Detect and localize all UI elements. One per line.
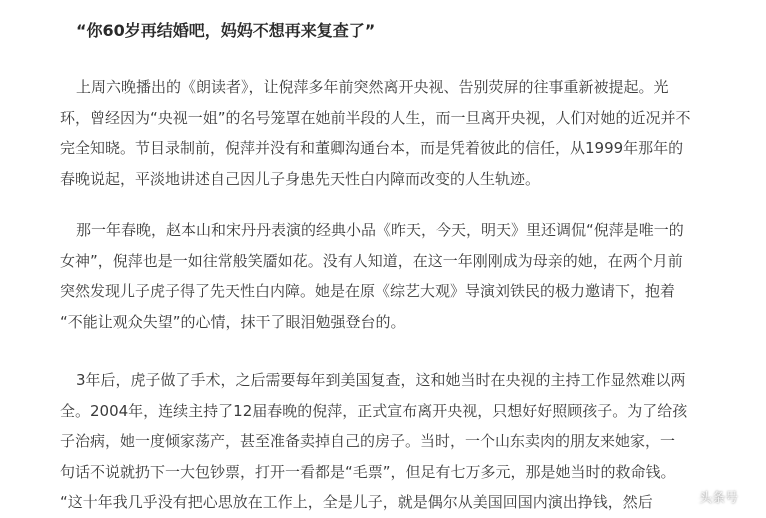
paragraph-line: 突然发现儿子虎子得了先天性白内障。她是在原《综艺大观》导演刘铁民的极力邀请下，抱着	[60, 282, 676, 300]
paragraph-line: 环，曾经因为“央视一姐”的名号笼罩在她前半段的人生，而一旦离开央视，人们对她的近况并不	[60, 108, 691, 127]
paragraph-line: 完全知晓。节目录制前，倪萍并没有和董卿沟通台本，而是凭着彼此的信任，从1999年那年的	[60, 139, 684, 157]
paragraph-line: 上周六晚播出的《朗读者》，让倪萍多年前突然离开央视、告别荧屏的往事重新被提起。光	[76, 78, 669, 96]
paragraph-line: “这十年我几乎没有把心思放在工作上，全是儿子，就是偶尔从美国回国内演出挣钱，然后	[60, 493, 653, 511]
paragraph-2	[60, 215, 736, 337]
article-heading: “你60岁再结婚吧，妈妈不想再来复查了”	[76, 21, 376, 40]
paragraph-line: 女神”，倪萍也是一如往常般笑靥如花。没有人知道，在这一年刚刚成为母亲的她，在两个月前	[60, 251, 683, 270]
paragraph-line: 全。2004年，连续主持了12届春晚的倪萍，正式宣布离开央视，只想好好照顾孩子。为了给孩	[60, 401, 688, 420]
paragraph-line: 3年后，虎子做了手术，之后需要每年到美国复查，这和她当时在央视的主持工作显然难以两	[76, 371, 686, 389]
paragraph-1	[60, 72, 736, 194]
paragraph-line: 那一年春晚，赵本山和宋丹丹表演的经典小品《昨天，今天，明天》里还调侃“倪萍是唯一的	[76, 221, 684, 239]
watermark: 头条号	[698, 491, 738, 506]
paragraph-line: 子治病，她一度倾家荡产，甚至准备卖掉自己的房子。当时，一个山东卖肉的朋友来她家，一	[60, 432, 676, 450]
paragraph-3	[60, 365, 736, 518]
paragraph-line: “不能让观众失望”的心情，抹干了眼泪勉强登台的。	[60, 312, 406, 331]
paragraph-line: 春晚说起，平淡地讲述自己因儿子身患先天性白内障而改变的人生轨迹。	[60, 169, 541, 188]
paragraph-line: 句话不说就扔下一大包钞票，打开一看都是“毛票”，但足有七万多元，那是她当时的救命钱。	[60, 462, 676, 481]
